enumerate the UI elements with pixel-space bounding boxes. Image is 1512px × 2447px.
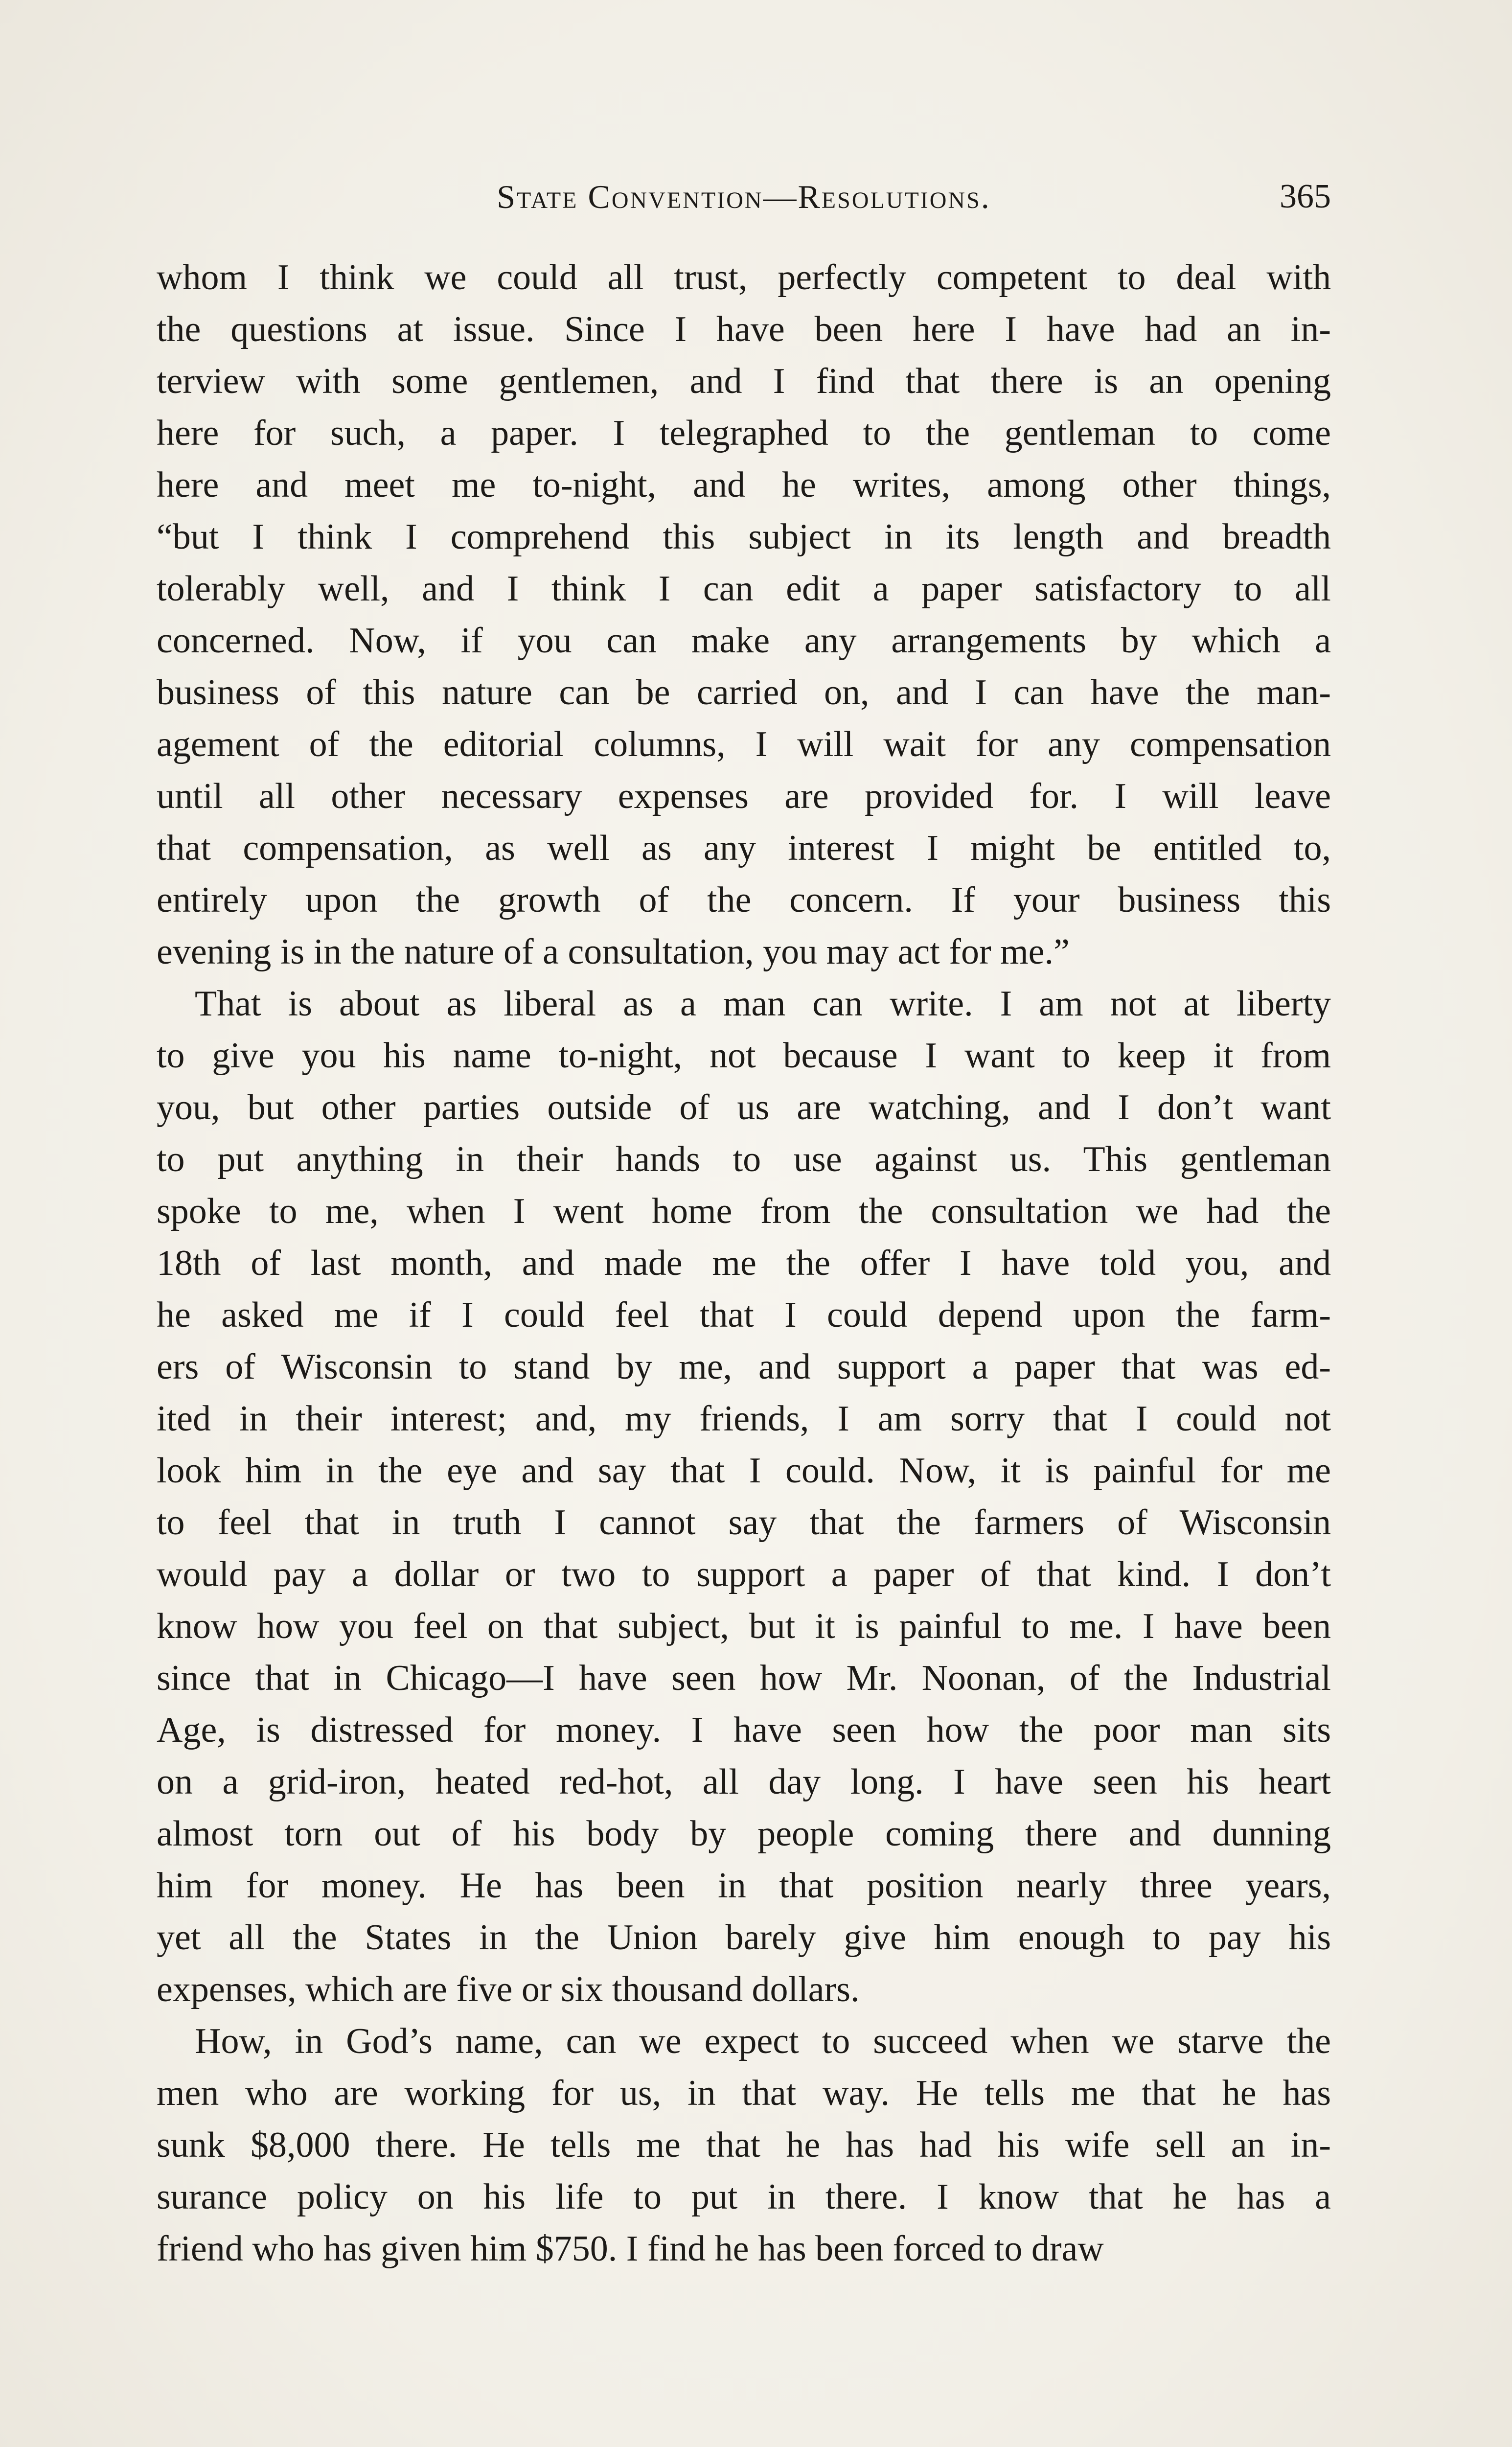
text-line: to give you his name to-night, not because I want to keep it from bbox=[157, 1036, 1331, 1076]
text-line: spoke to me, when I went home from the consultation we had the bbox=[157, 1191, 1331, 1231]
text-line: evening is in the nature of a consultation, you may act for me.” bbox=[157, 932, 1070, 972]
text-line: here and meet me to-night, and he writes, among other things, bbox=[157, 465, 1331, 505]
running-head: State Convention—Resolutions. bbox=[497, 178, 991, 215]
text-line: entirely upon the growth of the concern. If your business this bbox=[157, 880, 1331, 920]
text-line: on a grid-iron, heated red-hot, all day long. I have seen his heart bbox=[157, 1762, 1331, 1802]
text-line: here for such, a paper. I telegraphed to the gentleman to come bbox=[157, 413, 1331, 453]
text-line: Age, is distressed for money. I have seen how the poor man sits bbox=[157, 1710, 1331, 1750]
text-line: 18th of last month, and made me the offer I have told you, and bbox=[157, 1243, 1331, 1283]
text-line: yet all the States in the Union barely give him enough to pay his bbox=[157, 1917, 1331, 1958]
text-line: look him in the eye and say that I could. Now, it is painful for me bbox=[157, 1451, 1331, 1491]
text-line: terview with some gentlemen, and I find that there is an opening bbox=[157, 361, 1331, 401]
text-line: men who are working for us, in that way. He tells me that he has bbox=[157, 2073, 1331, 2113]
text-line: agement of the editorial columns, I will wait for any compensation bbox=[157, 724, 1331, 764]
page-number: 365 bbox=[1280, 178, 1331, 215]
text-line: whom I think we could all trust, perfectly competent to deal with bbox=[157, 257, 1331, 298]
text-line: to put anything in their hands to use against us. This gentleman bbox=[157, 1139, 1331, 1179]
paragraph bbox=[157, 252, 1331, 978]
text-line: ited in their interest; and, my friends, I am sorry that I could not bbox=[157, 1399, 1331, 1439]
text-line: How, in God’s name, can we expect to succeed when we starve the bbox=[195, 2021, 1331, 2061]
text-line: know how you feel on that subject, but it is painful to me. I have been bbox=[157, 1606, 1331, 1646]
text-line: friend who has given him $750. I find he has been forced to draw bbox=[157, 2229, 1104, 2269]
text-line: to feel that in truth I cannot say that the farmers of Wisconsin bbox=[157, 1502, 1331, 1543]
text-line: that compensation, as well as any interest I might be entitled to, bbox=[157, 828, 1331, 868]
text-line: tolerably well, and I think I can edit a paper satisfactory to all bbox=[157, 569, 1331, 609]
text-line: “but I think I comprehend this subject in its length and breadth bbox=[157, 517, 1331, 557]
text-line: until all other necessary expenses are provided for. I will leave bbox=[157, 776, 1331, 816]
page-header bbox=[157, 172, 1331, 221]
text-line: since that in Chicago—I have seen how Mr. Noonan, of the Industrial bbox=[157, 1658, 1331, 1698]
text-line: he asked me if I could feel that I could depend upon the farm- bbox=[157, 1295, 1331, 1335]
text-line: would pay a dollar or two to support a paper of that kind. I don’t bbox=[157, 1554, 1331, 1594]
text-line: surance policy on his life to put in there. I know that he has a bbox=[157, 2177, 1331, 2217]
text-line: him for money. He has been in that position nearly three years, bbox=[157, 1866, 1331, 1906]
paragraph bbox=[157, 978, 1331, 2015]
text-line: ers of Wisconsin to stand by me, and support a paper that was ed- bbox=[157, 1347, 1331, 1387]
text-line: That is about as liberal as a man can write. I am not at liberty bbox=[195, 984, 1331, 1024]
paragraph bbox=[157, 2015, 1331, 2275]
text-line: sunk $8,000 there. He tells me that he has had his wife sell an in- bbox=[157, 2125, 1331, 2165]
body-text bbox=[157, 252, 1331, 2275]
text-line: almost torn out of his body by people coming there and dunning bbox=[157, 1814, 1331, 1854]
text-line: the questions at issue. Since I have been here I have had an in- bbox=[157, 309, 1331, 349]
text-line: business of this nature can be carried on, and I can have the man- bbox=[157, 672, 1331, 713]
text-line: you, but other parties outside of us are watching, and I don’t want bbox=[157, 1087, 1331, 1128]
text-line: concerned. Now, if you can make any arrangements by which a bbox=[157, 621, 1331, 661]
text-line: expenses, which are five or six thousand dollars. bbox=[157, 1969, 860, 2009]
